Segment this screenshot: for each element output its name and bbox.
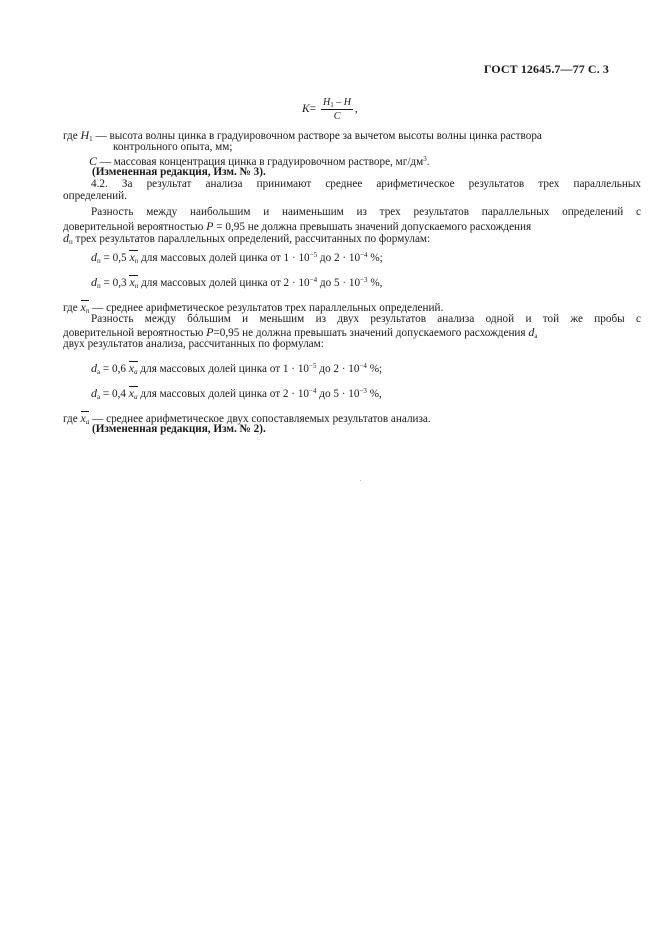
coefficient: = 0,5 bbox=[100, 252, 130, 264]
text: трех результатов параллельных определений, рассчитанных по формулам: bbox=[72, 233, 431, 245]
fraction bbox=[321, 97, 353, 122]
paragraph-parallel-line1: Разность между наибольшим и наименьшим из трех результатов параллельных определений с bbox=[91, 206, 641, 218]
text: для массовых долей цинка от 1 · 10 bbox=[138, 252, 310, 264]
minus-sign: – bbox=[333, 97, 344, 108]
text: доверительной вероятностью bbox=[63, 221, 207, 233]
comma: , bbox=[355, 103, 358, 116]
text: — среднее арифметическое результатов трех параллельных определений. bbox=[89, 302, 444, 314]
text: %; bbox=[367, 252, 383, 264]
text: %, bbox=[366, 388, 382, 400]
superscript: 3 bbox=[423, 155, 427, 163]
paragraph-analysis-line3: двух результатов анализа, рассчитанных по формулам: bbox=[63, 338, 324, 350]
text: — среднее арифметическое двух сопоставляемых результатов анализа. bbox=[89, 413, 431, 425]
exponent: −5 bbox=[309, 251, 318, 259]
running-header: ГОСТ 12645.7—77 С. 3 bbox=[483, 62, 609, 76]
formula-k bbox=[302, 97, 358, 122]
fraction-numerator bbox=[321, 97, 353, 110]
symbol-x: x bbox=[80, 300, 86, 314]
symbol-p: P bbox=[206, 219, 214, 233]
subscript: а bbox=[134, 368, 138, 376]
subscript: 1 bbox=[330, 101, 334, 109]
paragraph-parallel-line3 bbox=[63, 231, 430, 246]
text: для массовых долей цинка от 1 · 10 bbox=[137, 363, 310, 375]
symbol-d: d bbox=[91, 250, 97, 264]
x-bar-symbol bbox=[129, 361, 138, 376]
subscript: 1 bbox=[89, 135, 93, 143]
symbol-h: H bbox=[343, 97, 352, 108]
symbol-h1: H bbox=[80, 128, 90, 142]
text: для массовых долей цинка от 2 · 10 bbox=[137, 388, 310, 400]
text: до 2 · 10 bbox=[316, 363, 360, 375]
subscript: п bbox=[134, 282, 139, 290]
fraction-denominator bbox=[321, 110, 353, 122]
definition-text: — массовая концентрация цинка в градуировочном растворе, мг/дм bbox=[97, 156, 424, 168]
symbol-x: x bbox=[128, 361, 135, 375]
x-bar-symbol bbox=[81, 300, 90, 315]
where-prefix: где bbox=[63, 130, 81, 142]
amendment-note: (Измененная редакция, Изм. № 3). bbox=[92, 166, 266, 178]
subscript: п bbox=[134, 257, 139, 265]
text: до 5 · 10 bbox=[316, 388, 360, 400]
symbol-d: d bbox=[63, 231, 69, 245]
symbol-d: d bbox=[91, 386, 97, 400]
subscript: а bbox=[97, 368, 101, 376]
coefficient: = 0,6 bbox=[100, 363, 129, 375]
exponent: −4 bbox=[309, 276, 318, 284]
where-prefix: где bbox=[63, 302, 81, 314]
subscript: п bbox=[69, 238, 73, 246]
symbol-x: x bbox=[129, 250, 135, 264]
coefficient: = 0,4 bbox=[100, 388, 129, 400]
subscript: а bbox=[85, 418, 90, 426]
exponent: −3 bbox=[359, 387, 367, 395]
formula-dp-2 bbox=[91, 275, 382, 290]
subscript: п bbox=[97, 257, 101, 265]
definition-text: — высота волны цинка в градуировочном растворе за вычетом высоты волны цинка раствора bbox=[92, 130, 542, 142]
text: =0,95 не должна превышать значений допускаемого расхождения bbox=[213, 327, 529, 339]
equals-sign: = bbox=[309, 103, 317, 116]
subscript: п bbox=[97, 282, 101, 290]
symbol-c: C bbox=[89, 154, 98, 168]
paragraph-analysis-line1: Разность между бóльшим и меньшим из двух результатов анализа одной и той же пробы с bbox=[91, 313, 641, 325]
exponent: −4 bbox=[360, 251, 368, 259]
text: до 5 · 10 bbox=[317, 277, 361, 289]
formula-k-lhs: K bbox=[302, 103, 310, 116]
symbol-d: d bbox=[91, 275, 97, 289]
symbol-x: x bbox=[80, 411, 86, 425]
subscript: а bbox=[534, 332, 538, 340]
exponent: −3 bbox=[360, 276, 368, 284]
symbol-d: d bbox=[528, 325, 535, 339]
formula-da-1 bbox=[91, 361, 382, 376]
formula-dp-1 bbox=[91, 250, 383, 265]
section-4-2-line2: определений. bbox=[63, 190, 127, 202]
x-bar-symbol bbox=[129, 386, 138, 401]
where-prefix: где bbox=[63, 413, 81, 425]
subscript: а bbox=[97, 393, 101, 401]
text: до 2 · 10 bbox=[317, 252, 361, 264]
exponent: −4 bbox=[359, 362, 367, 370]
symbol-c: C bbox=[333, 111, 341, 122]
text: для массовых долей цинка от 2 · 10 bbox=[138, 277, 310, 289]
text: = 0,95 не должна превышать значений допускаемого расхождения bbox=[213, 221, 532, 233]
definition-h1-continuation: контрольного опыта, мм; bbox=[113, 141, 233, 153]
section-4-2-line1: 4.2. За результат анализа принимают среднее арифметическое результатов трех параллельных bbox=[91, 178, 641, 190]
period: . bbox=[426, 156, 430, 168]
coefficient: = 0,3 bbox=[100, 277, 130, 289]
scan-speck bbox=[360, 480, 361, 481]
symbol-d: d bbox=[91, 361, 97, 375]
subscript: п bbox=[85, 307, 90, 315]
symbol-h1: H bbox=[323, 97, 331, 108]
amendment-note: (Измененная редакция, Изм. № 2). bbox=[92, 423, 266, 435]
text: доверительной вероятностью bbox=[63, 327, 207, 339]
x-bar-symbol bbox=[129, 250, 138, 265]
x-bar-symbol bbox=[129, 275, 138, 290]
symbol-x: x bbox=[128, 386, 135, 400]
exponent: −4 bbox=[309, 387, 317, 395]
subscript: а bbox=[134, 393, 138, 401]
text: %, bbox=[367, 277, 383, 289]
symbol-p: P bbox=[206, 325, 214, 339]
symbol-x: x bbox=[129, 275, 135, 289]
formula-da-2 bbox=[91, 386, 382, 401]
x-bar-symbol bbox=[81, 411, 90, 426]
text: %; bbox=[366, 363, 383, 375]
exponent: −5 bbox=[309, 362, 317, 370]
